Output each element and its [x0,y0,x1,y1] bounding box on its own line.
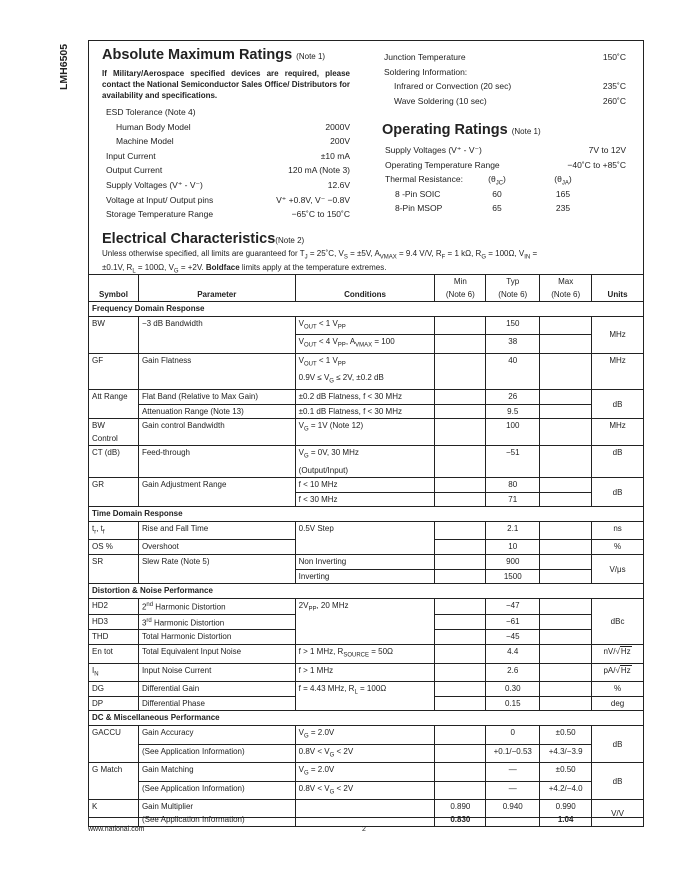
header-parameter: Parameter [138,275,295,302]
table-row: SR Slew Rate (Note 5) Non Inverting 900 V/μs [89,555,644,570]
header-min: Min (Note 6) [435,275,486,302]
header-symbol: Symbol [89,275,139,302]
op-supply-row: Supply Voltages (V⁺ - V⁻) 7V to 12V [385,145,626,155]
op-ratings-title: Operating Ratings (Note 1) [382,122,541,138]
table-row: OS % Overshoot 10 % [89,540,644,555]
electrical-characteristics-table [88,274,644,827]
op-ratings-section [382,122,626,216]
header-conditions: Conditions [295,275,435,302]
header-typ: Typ (Note 6) [486,275,540,302]
table-row: Inverting 1500 [89,569,644,584]
thermal-package-row: 8-Pin MSOP 65 235 [395,203,571,214]
table-row: G Match Gain Matching $V_G = 2.0V$ — ±0.50 dB [89,763,644,782]
military-note: If Military/Aerospace specified devices are required, please contact the National Semiconductor Sales Office/ Distributors for availability and specifications. [102,69,350,100]
abs-max-right-row: Wave Soldering (10 sec) 260˚C [394,95,626,106]
table-row: (See Application Information) $0.8V < V_G < 2V$ — +4.2/−4.0 [89,781,644,800]
table-row: $t_r$, $t_f$ Rise and Fall Time 0.5V Step 2.1 ns [89,521,644,540]
section-time: Time Domain Response [89,507,644,522]
table-header-row [89,275,644,302]
abs-max-title: Absolute Maximum Ratings (Note 1) [102,47,326,63]
abs-max-right-row: Junction Temperature 150˚C [384,52,626,62]
abs-max-section [102,47,350,222]
table-row: GACCU Gain Accuracy $V_G = 2.0V$ 0 ±0.50 dB [89,726,644,745]
op-temp-row: Operating Temperature Range −40˚C to +85˚C [385,159,626,170]
abs-max-right [384,50,626,108]
table-row: HD2 2nd Harmonic Distortion $2V_{PP}$, 20 MHz −47 dBc [89,598,644,614]
thermal-package-list [385,187,626,216]
abs-max-row: Storage Temperature Range −65˚C to 150˚C [106,209,350,220]
abs-max-row: Human Body Model 2000V [116,121,350,132]
section-distortion: Distortion & Noise Performance [89,584,644,599]
elec-title: Electrical Characteristics(Note 2) [102,231,305,247]
table-row: $V_{OUT} < 4$ $V_{PP}$, $A_{VMAX} = 100$ 38 [89,335,644,354]
abs-max-row: Supply Voltages (V⁺ - V⁻) 12.6V [106,179,350,190]
elec-conditions: Unless otherwise specified, all limits are guaranteed for $T_J$ = 25˚C, $V_S = \pm 5V$, $A_{VMAX} = 9.4$ V/V, $R_F = 1$ kΩ, $R_G = 100\Omega$, $V_{IN}$ = ±0.1V, $R_L = 100\Omega$, $V_G = +2V$. Boldface limits apply at the temperature extremes. [102,249,538,275]
table-row: En tot Total Equivalent Input Noise f > 1 MHz, $R_{SOURCE} = 50\Omega$ 4.4 nV/√Hz [89,644,644,663]
header-units: Units [592,275,644,302]
abs-max-right-row: Infrared or Convection (20 sec) 235˚C [394,81,626,92]
abs-max-row: Output Current 120 mA (Note 3) [106,165,350,176]
table-row: HD3 3rd Harmonic Distortion −61 [89,614,644,630]
footer-website: www.national.com [88,826,145,833]
table-row: GF Gain Flatness $V_{OUT} < 1$ $V_{PP}$ $0.9V \le V_G \le 2V$, ±0.2 dB 40 MHz [89,353,644,389]
abs-max-right-list [384,50,626,108]
abs-max-row: Voltage at Input/ Output pins V⁺ +0.8V, V⁻ −0.8V [106,194,350,205]
table-row: GR Gain Adjustment Range f < 10 MHz 80 dB [89,477,644,492]
table-row: Attenuation Range (Note 13) ±0.1 dB Flatness, f < 30 MHz 9.5 [89,404,644,419]
table-row: $I_N$ Input Noise Current f > 1 MHz 2.6 pA/√Hz [89,663,644,682]
table-row: K Gain Multiplier (See Application Information) 0.890 0.830 0.940 0.990 1.04 V/V [89,800,644,827]
table-row: THD Total Harmonic Distortion −45 [89,630,644,645]
table-row: (See Application Information) $0.8V < V_G < 2V$ +0.1/−0.53 +4.3/−3.9 [89,744,644,763]
abs-max-right-row: Soldering Information: [384,66,468,77]
elec-section [102,231,642,277]
section-frequency: Frequency Domain Response [89,302,644,317]
abs-max-row: ESD Tolerance (Note 4) [106,107,196,117]
table-row: DG Differential Gain f = 4.43 MHz, $R_L = 100\Omega$ 0.30 % [89,682,644,697]
table-row: DP Differential Phase 0.15 deg [89,696,644,711]
table-row: CT (dB) Feed-through $V_G = 0V$, 30 MHz (Output/Input) −51 dB [89,446,644,478]
footer-page-number: 2 [362,826,366,833]
thermal-package-row: 8 -Pin SOIC 60 165 [395,188,571,199]
table-row: BW Control Gain control Bandwidth $V_G = 1V$ (Note 12) 100 MHz [89,419,644,446]
abs-max-row: Input Current ±10 mA [106,150,350,161]
table-row: f < 30 MHz 71 [89,492,644,507]
table-row: BW −3 dB Bandwidth $V_{OUT} < 1$ $V_{PP}$ 150 MHz [89,316,644,335]
abs-max-row: Machine Model 200V [116,136,350,147]
thermal-header-row: Thermal Resistance: $(\theta_{JC})$ $(\theta_{JA})$ [385,174,572,187]
abs-max-list [102,105,350,222]
header-max: Max (Note 6) [540,275,592,302]
table-row: Att Range Flat Band (Relative to Max Gain) ±0.2 dB Flatness, f < 30 MHz 26 dB [89,390,644,405]
section-dc: DC & Miscellaneous Performance [89,711,644,726]
side-part-label: LMH6505 [58,43,70,90]
